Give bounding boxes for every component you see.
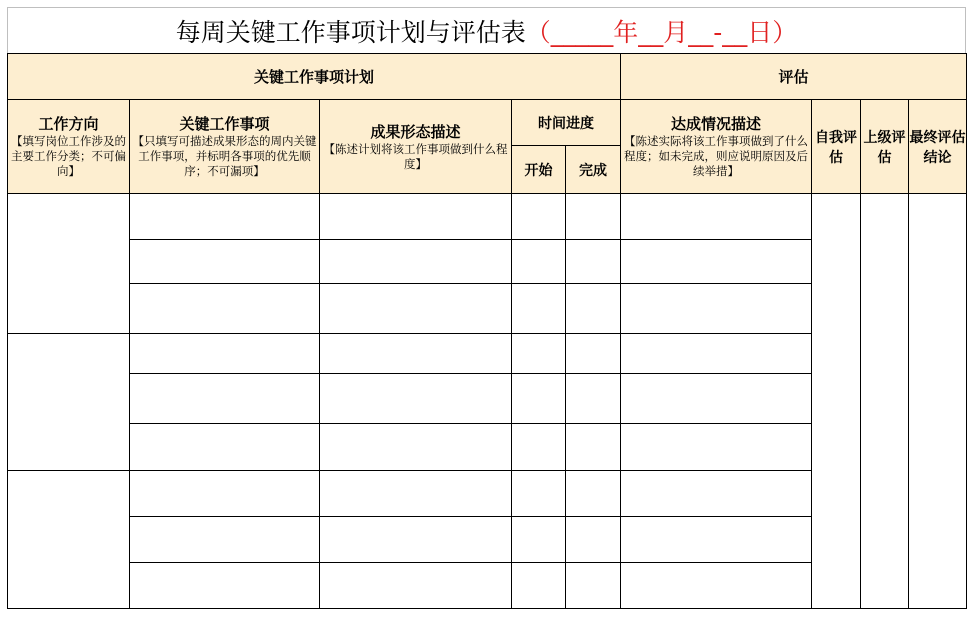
achievement-cell[interactable] bbox=[621, 424, 812, 471]
achievement-cell[interactable] bbox=[621, 240, 812, 284]
achievement-cell[interactable] bbox=[621, 563, 812, 609]
self-eval-cell[interactable] bbox=[812, 194, 861, 609]
title-main: 每周关键工作事项计划与评估表 bbox=[175, 17, 526, 47]
key-item-cell[interactable] bbox=[130, 240, 320, 284]
achievement-cell[interactable] bbox=[621, 334, 812, 374]
key-items-header bbox=[130, 100, 320, 194]
start-cell[interactable] bbox=[512, 471, 566, 517]
achievement-cell[interactable] bbox=[621, 517, 812, 563]
achievement-header bbox=[621, 100, 812, 194]
start-cell[interactable] bbox=[512, 424, 566, 471]
key-items-label: 关键工作事项 bbox=[179, 115, 270, 133]
direction-cell[interactable] bbox=[8, 334, 130, 471]
key-item-cell[interactable] bbox=[130, 374, 320, 424]
key-item-cell[interactable] bbox=[130, 471, 320, 517]
plan-group-header: 关键工作事项计划 bbox=[8, 54, 621, 100]
key-item-cell[interactable] bbox=[130, 563, 320, 609]
achievement-cell[interactable] bbox=[621, 471, 812, 517]
finish-cell[interactable] bbox=[566, 240, 621, 284]
superior-eval-header: 上级评估 bbox=[861, 100, 909, 194]
start-cell[interactable] bbox=[512, 517, 566, 563]
outcome-cell[interactable] bbox=[320, 240, 512, 284]
finish-cell[interactable] bbox=[566, 424, 621, 471]
achievement-note: 【陈述实际将该工作事项做到了什么程度；如未完成，则应说明原因及后续举措】 bbox=[624, 134, 808, 178]
key-item-cell[interactable] bbox=[130, 284, 320, 334]
outcome-header bbox=[320, 100, 512, 194]
achievement-cell[interactable] bbox=[621, 284, 812, 334]
key-items-note: 【只填写可描述成果形态的周内关键工作事项，并标明各事项的优先顺序；不可漏项】 bbox=[132, 134, 317, 178]
finish-cell[interactable] bbox=[566, 374, 621, 424]
outcome-note: 【陈述计划将该工作事项做到什么程度】 bbox=[323, 141, 508, 171]
finish-cell[interactable] bbox=[566, 471, 621, 517]
final-eval-cell[interactable] bbox=[909, 194, 967, 609]
title-date-range: （_____年__月__-__日） bbox=[525, 17, 798, 47]
eval-group-header: 评估 bbox=[621, 54, 967, 100]
achievement-cell[interactable] bbox=[621, 194, 812, 240]
achievement-cell[interactable] bbox=[621, 374, 812, 424]
start-cell[interactable] bbox=[512, 284, 566, 334]
start-cell[interactable] bbox=[512, 334, 566, 374]
finish-cell[interactable] bbox=[566, 334, 621, 374]
plan-table bbox=[7, 53, 967, 609]
outcome-cell[interactable] bbox=[320, 424, 512, 471]
sheet-title bbox=[7, 7, 966, 53]
outcome-cell[interactable] bbox=[320, 471, 512, 517]
outcome-cell[interactable] bbox=[320, 563, 512, 609]
finish-header: 完成 bbox=[566, 146, 621, 194]
schedule-header: 时间进度 bbox=[512, 100, 621, 146]
direction-label: 工作方向 bbox=[38, 115, 99, 133]
outcome-cell[interactable] bbox=[320, 194, 512, 240]
start-cell[interactable] bbox=[512, 194, 566, 240]
key-item-cell[interactable] bbox=[130, 194, 320, 240]
outcome-label: 成果形态描述 bbox=[370, 122, 461, 141]
finish-cell[interactable] bbox=[566, 517, 621, 563]
key-item-cell[interactable] bbox=[130, 517, 320, 563]
finish-cell[interactable] bbox=[566, 563, 621, 609]
start-cell[interactable] bbox=[512, 563, 566, 609]
outcome-cell[interactable] bbox=[320, 517, 512, 563]
final-eval-header: 最终评估结论 bbox=[909, 100, 967, 194]
key-item-cell[interactable] bbox=[130, 424, 320, 471]
finish-cell[interactable] bbox=[566, 284, 621, 334]
self-eval-header: 自我评估 bbox=[812, 100, 861, 194]
start-cell[interactable] bbox=[512, 374, 566, 424]
direction-note: 【填写岗位工作涉及的主要工作分类；不可偏向】 bbox=[11, 134, 126, 178]
finish-cell[interactable] bbox=[566, 194, 621, 240]
key-item-cell[interactable] bbox=[130, 334, 320, 374]
start-cell[interactable] bbox=[512, 240, 566, 284]
direction-cell[interactable] bbox=[8, 471, 130, 609]
table-row bbox=[8, 194, 967, 240]
superior-eval-cell[interactable] bbox=[861, 194, 909, 609]
direction-header bbox=[8, 100, 130, 194]
achievement-label: 达成情况描述 bbox=[670, 115, 761, 133]
outcome-cell[interactable] bbox=[320, 334, 512, 374]
direction-cell[interactable] bbox=[8, 194, 130, 334]
outcome-cell[interactable] bbox=[320, 284, 512, 334]
start-header: 开始 bbox=[512, 146, 566, 194]
outcome-cell[interactable] bbox=[320, 374, 512, 424]
